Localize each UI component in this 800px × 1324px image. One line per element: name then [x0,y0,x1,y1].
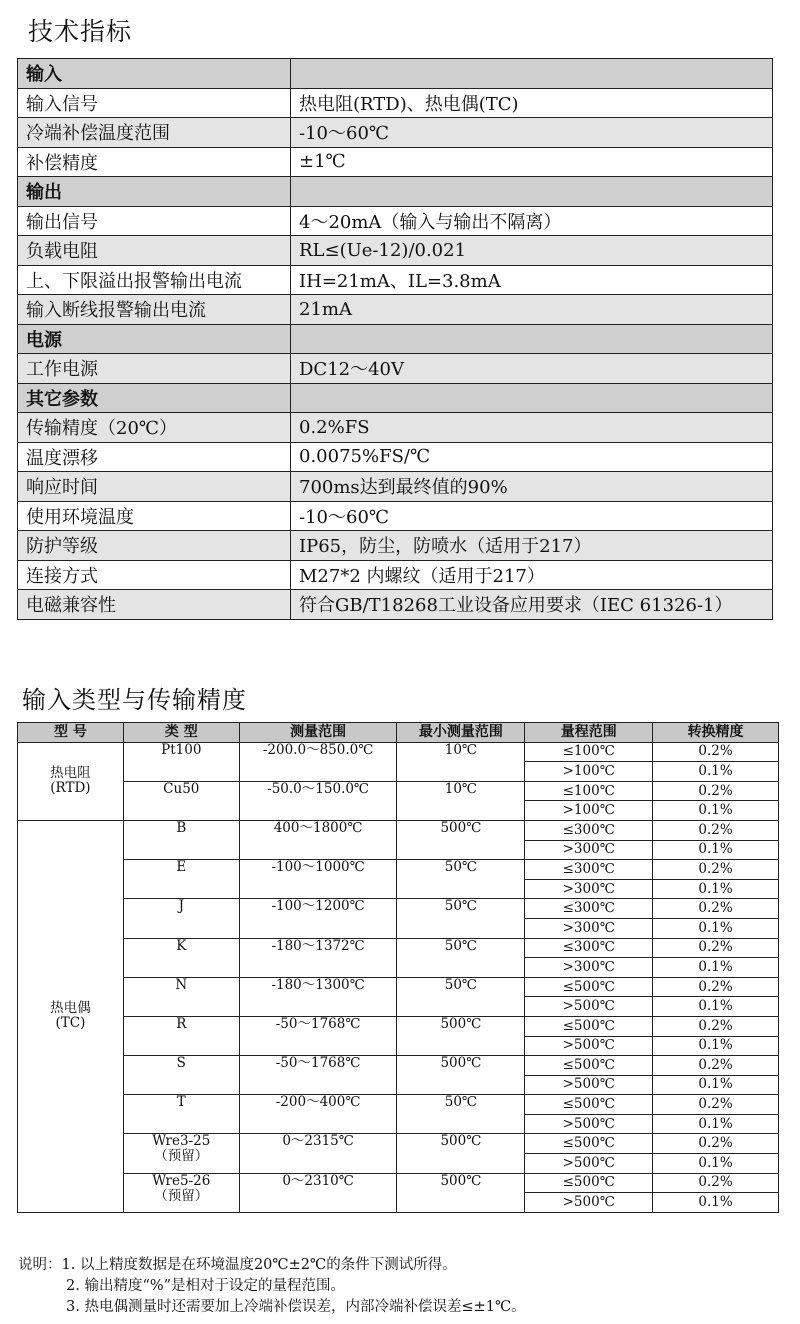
span-range: >500℃ [525,1036,653,1056]
spec-value [291,324,773,354]
spec-row [18,265,773,295]
sensor-type: Wre3-25 （预留） [123,1134,239,1173]
spec-value: ±1℃ [291,147,773,177]
conversion-accuracy: 0.2% [653,938,779,958]
spec-row [18,531,773,561]
table-row [18,1016,779,1036]
spec-key: 其它参数 [18,383,291,413]
spec-value: 0.0075%FS/℃ [291,442,773,472]
conversion-accuracy: 0.2% [653,820,779,840]
spec-row [18,413,773,443]
sensor-type: E [123,860,239,899]
conversion-accuracy: 0.1% [653,1114,779,1134]
column-header: 量程范围 [525,723,653,743]
span-range: ≤100℃ [525,742,653,762]
page-title: 技术指标 [28,17,133,46]
span-range: >500℃ [525,1193,653,1213]
spec-row [18,295,773,325]
spec-key: 负载电阻 [18,236,291,266]
span-range: >300℃ [525,918,653,938]
conversion-accuracy: 0.2% [653,1056,779,1076]
conversion-accuracy: 0.2% [653,1016,779,1036]
spec-value: M27*2 内螺纹（适用于217） [291,560,773,590]
conversion-accuracy: 0.1% [653,997,779,1017]
span-range: >100℃ [525,762,653,782]
span-range: ≤500℃ [525,1095,653,1115]
column-header: 型 号 [18,723,124,743]
conversion-accuracy: 0.1% [653,879,779,899]
spec-value: 700ms达到最终值的90% [291,472,773,502]
spec-value: 热电阻(RTD)、热电偶(TC) [291,88,773,118]
table-row [18,977,779,997]
table-row [18,1173,779,1193]
spec-row [18,236,773,266]
spec-section-row [18,177,773,207]
min-range: 500℃ [397,1134,525,1173]
span-range: ≤500℃ [525,1016,653,1036]
spec-key: 连接方式 [18,560,291,590]
spec-value: -10～60℃ [291,118,773,148]
measure-range: -200.0～850.0℃ [239,742,397,781]
sensor-type: B [123,820,239,859]
min-range: 500℃ [397,1016,525,1055]
spec-value: 21mA [291,295,773,325]
section-title: 输入类型与传输精度 [22,686,247,714]
spec-section-row [18,324,773,354]
measure-range: 0～2315℃ [239,1134,397,1173]
min-range: 500℃ [397,1056,525,1095]
min-range: 50℃ [397,977,525,1016]
sensor-type: Cu50 [123,781,239,820]
spec-value: IP65，防尘，防喷水（适用于217） [291,531,773,561]
sensor-type: R [123,1016,239,1055]
table-row [18,742,779,762]
table-row [18,899,779,919]
spec-value: 4～20mA（输入与输出不隔离） [291,206,773,236]
column-header: 测量范围 [239,723,397,743]
measure-range: -100～1000℃ [239,860,397,899]
conversion-accuracy: 0.2% [653,1173,779,1193]
measure-range: 400～1800℃ [239,820,397,859]
spec-row [18,501,773,531]
spec-row [18,88,773,118]
sensor-type: K [123,938,239,977]
spec-value [291,383,773,413]
sensor-type: S [123,1056,239,1095]
note-3: 3. 热电偶测量时还需要加上冷端补偿误差，内部冷端补偿误差≤±1℃。 [66,1299,526,1315]
conversion-accuracy: 0.2% [653,899,779,919]
conversion-accuracy: 0.1% [653,762,779,782]
table-row [18,1095,779,1115]
notes [18,1255,526,1318]
min-range: 50℃ [397,938,525,977]
sensor-type: T [123,1095,239,1134]
table-row [18,820,779,840]
spec-key: 工作电源 [18,354,291,384]
conversion-accuracy: 0.2% [653,1134,779,1154]
spec-key: 输入 [18,59,291,89]
span-range: >300℃ [525,879,653,899]
spec-value: DC12～40V [291,354,773,384]
spec-row [18,590,773,620]
spec-value: 0.2%FS [291,413,773,443]
spec-section-row [18,59,773,89]
conversion-accuracy: 0.1% [653,801,779,821]
note-2: 2. 输出精度“%”是相对于设定的量程范围。 [66,1278,346,1294]
conversion-accuracy: 0.1% [653,1036,779,1056]
conversion-accuracy: 0.1% [653,918,779,938]
measure-range: 0～2310℃ [239,1173,397,1212]
spec-key: 电源 [18,324,291,354]
spec-key: 输入信号 [18,88,291,118]
spec-key: 传输精度（20℃） [18,413,291,443]
span-range: >100℃ [525,801,653,821]
measure-range: -100～1200℃ [239,899,397,938]
spec-key: 温度漂移 [18,442,291,472]
conversion-accuracy: 0.1% [653,1075,779,1095]
conversion-accuracy: 0.1% [653,840,779,860]
table-row [18,1056,779,1076]
spec-row [18,354,773,384]
spec-row [18,147,773,177]
table-row [18,938,779,958]
sensor-type: N [123,977,239,1016]
sensor-type: Pt100 [123,742,239,781]
spec-key: 冷端补偿温度范围 [18,118,291,148]
spec-value: 符合GB/T18268工业设备应用要求（IEC 61326-1） [291,590,773,620]
spec-row [18,560,773,590]
spec-row [18,206,773,236]
conversion-accuracy: 0.2% [653,781,779,801]
conversion-accuracy: 0.2% [653,742,779,762]
min-range: 500℃ [397,820,525,859]
spec-value [291,177,773,207]
min-range: 50℃ [397,860,525,899]
spec-key: 上、下限溢出报警输出电流 [18,265,291,295]
measure-range: -50～1768℃ [239,1016,397,1055]
spec-row [18,442,773,472]
measure-range: -200～400℃ [239,1095,397,1134]
min-range: 10℃ [397,742,525,781]
span-range: >500℃ [525,1154,653,1174]
group-name: 热电偶 (TC) [18,820,124,1212]
span-range: ≤100℃ [525,781,653,801]
spec-table [17,58,773,620]
conversion-accuracy: 0.1% [653,1154,779,1174]
span-range: ≤500℃ [525,1056,653,1076]
conversion-accuracy: 0.2% [653,977,779,997]
span-range: ≤300℃ [525,938,653,958]
measure-range: -50～1768℃ [239,1056,397,1095]
measure-range: -180～1372℃ [239,938,397,977]
table-row [18,860,779,880]
note-1: 说明：1. 以上精度数据是在环境温度20℃±2℃的条件下测试所得。 [18,1257,457,1273]
conversion-accuracy: 0.2% [653,1095,779,1115]
span-range: >300℃ [525,840,653,860]
span-range: ≤500℃ [525,1134,653,1154]
spec-key: 输入断线报警输出电流 [18,295,291,325]
spec-key: 输出信号 [18,206,291,236]
spec-key: 使用环境温度 [18,501,291,531]
measure-range: -50.0～150.0℃ [239,781,397,820]
min-range: 50℃ [397,1095,525,1134]
min-range: 500℃ [397,1173,525,1212]
min-range: 50℃ [397,899,525,938]
column-header: 类 型 [123,723,239,743]
table-row [18,781,779,801]
conversion-accuracy: 0.1% [653,958,779,978]
column-header: 转换精度 [653,723,779,743]
span-range: ≤300℃ [525,860,653,880]
spec-row [18,118,773,148]
spec-key: 输出 [18,177,291,207]
sensor-type: J [123,899,239,938]
conversion-accuracy: 0.2% [653,860,779,880]
spec-section-row [18,383,773,413]
sensor-type: Wre5-26 （预留） [123,1173,239,1212]
span-range: >300℃ [525,958,653,978]
min-range: 10℃ [397,781,525,820]
span-range: ≤500℃ [525,1173,653,1193]
conversion-accuracy: 0.1% [653,1193,779,1213]
spec-key: 响应时间 [18,472,291,502]
column-header: 最小测量范围 [397,723,525,743]
span-range: >500℃ [525,1114,653,1134]
spec-key: 补偿精度 [18,147,291,177]
span-range: ≤300℃ [525,899,653,919]
measure-range: -180～1300℃ [239,977,397,1016]
spec-value: -10～60℃ [291,501,773,531]
span-range: >500℃ [525,997,653,1017]
spec-value: IH=21mA、IL=3.8mA [291,265,773,295]
span-range: ≤300℃ [525,820,653,840]
table-row [18,1134,779,1154]
group-name: 热电阻 (RTD) [18,742,124,820]
spec-row [18,472,773,502]
span-range: >500℃ [525,1075,653,1095]
spec-key: 防护等级 [18,531,291,561]
span-range: ≤500℃ [525,977,653,997]
spec-key: 电磁兼容性 [18,590,291,620]
spec-value [291,59,773,89]
types-table [17,722,779,1213]
spec-value: RL≤(Ue-12)/0.021 [291,236,773,266]
